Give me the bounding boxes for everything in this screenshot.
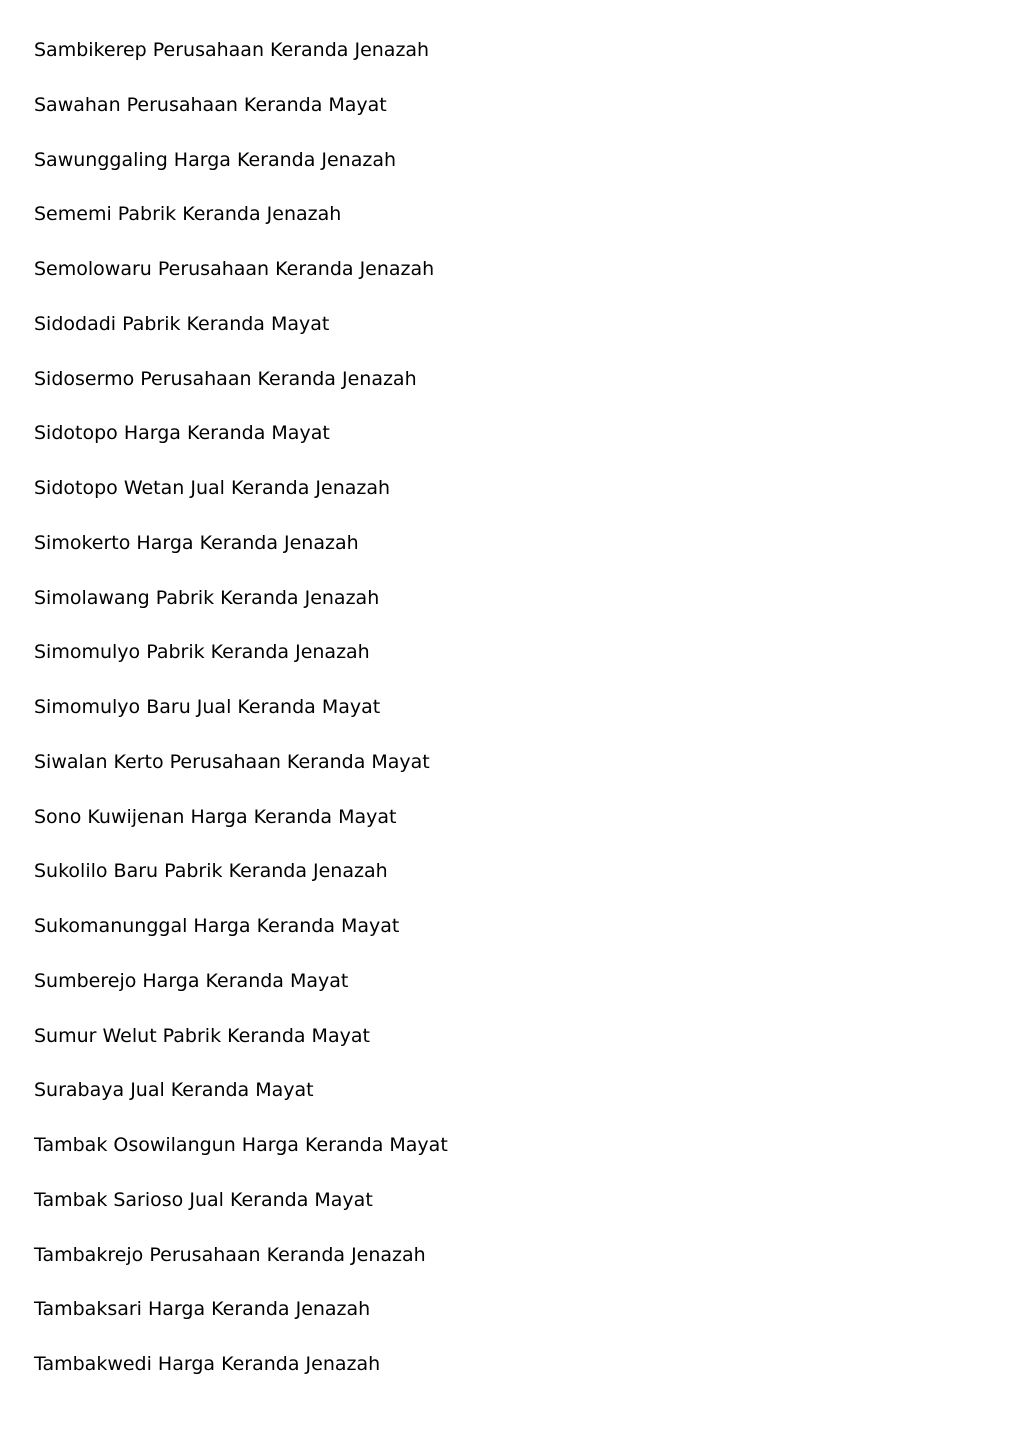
list-item: Sidotopo Wetan Jual Keranda Jenazah bbox=[34, 477, 391, 499]
list-item: Surabaya Jual Keranda Mayat bbox=[34, 1079, 314, 1102]
list-item: Sambikerep Perusahaan Keranda Jenazah bbox=[34, 39, 430, 61]
list-item: Tambak Sarioso Jual Keranda Mayat bbox=[34, 1188, 373, 1211]
list-item: Sukomanunggal Harga Keranda Mayat bbox=[34, 915, 400, 937]
list-item: Sidodadi Pabrik Keranda Mayat bbox=[34, 312, 330, 335]
list-item: Tambaksari Harga Keranda Jenazah bbox=[34, 1298, 371, 1321]
list-item: Sumur Welut Pabrik Keranda Mayat bbox=[34, 1024, 370, 1047]
list-item: Semolowaru Perusahaan Keranda Jenazah bbox=[34, 258, 435, 280]
list-item: Sidosermo Perusahaan Keranda Jenazah bbox=[34, 367, 417, 390]
list-item: Tambakrejo Perusahaan Keranda Jenazah bbox=[34, 1243, 426, 1266]
list-item: Sukolilo Baru Pabrik Keranda Jenazah bbox=[34, 860, 388, 883]
list-item: Sawunggaling Harga Keranda Jenazah bbox=[34, 148, 397, 171]
list-item: Simomulyo Baru Jual Keranda Mayat bbox=[34, 696, 381, 718]
list-item: Tambakwedi Harga Keranda Jenazah bbox=[34, 1353, 381, 1375]
list-item: Sawahan Perusahaan Keranda Mayat bbox=[34, 93, 387, 116]
list-item: Sidotopo Harga Keranda Mayat bbox=[34, 422, 330, 445]
list-item: Simomulyo Pabrik Keranda Jenazah bbox=[34, 641, 370, 664]
list-item: Sumberejo Harga Keranda Mayat bbox=[34, 969, 349, 992]
list-item: Siwalan Kerto Perusahaan Keranda Mayat bbox=[34, 750, 430, 773]
location-list bbox=[34, 35, 448, 1404]
list-item: Simolawang Pabrik Keranda Jenazah bbox=[34, 586, 380, 609]
list-item: Sono Kuwijenan Harga Keranda Mayat bbox=[34, 805, 397, 828]
list-item: Tambak Osowilangun Harga Keranda Mayat bbox=[34, 1134, 448, 1156]
list-item: Sememi Pabrik Keranda Jenazah bbox=[34, 203, 342, 226]
list-item: Simokerto Harga Keranda Jenazah bbox=[34, 531, 359, 554]
